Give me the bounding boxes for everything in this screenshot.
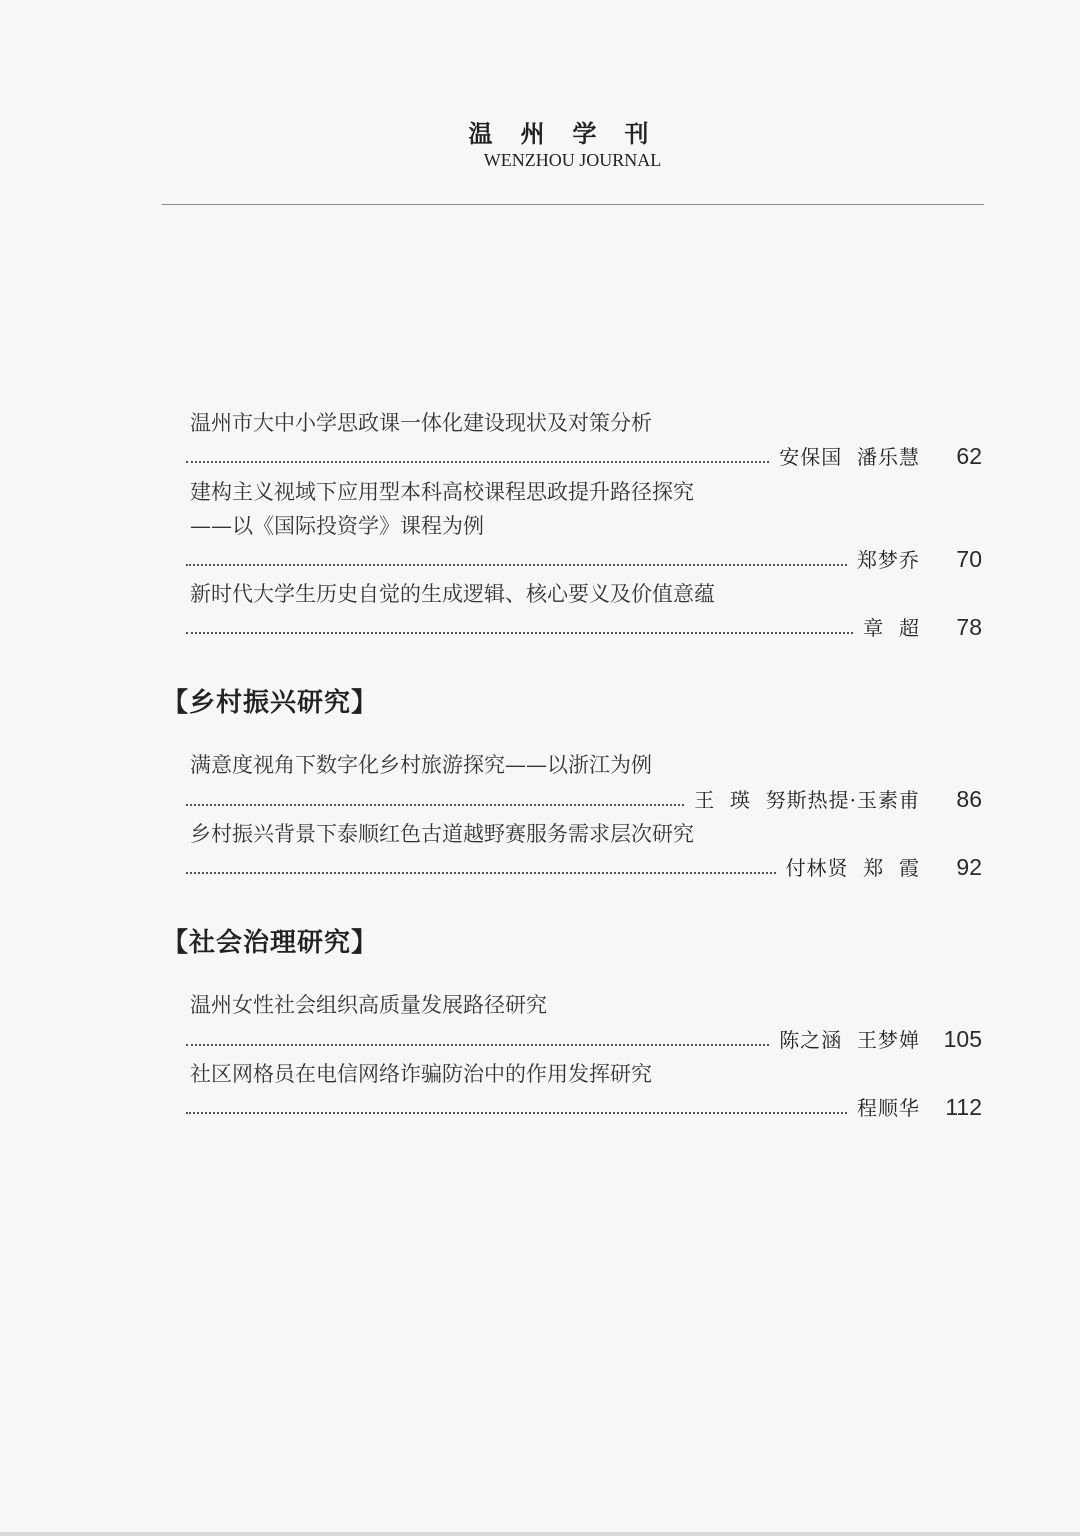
toc-entry-leader xyxy=(186,440,982,470)
toc-entry-title[interactable]: 建构主义视域下应用型本科高校课程思政提升路径探究 xyxy=(190,480,694,504)
toc-entry-authors: 章 超 xyxy=(863,616,920,640)
toc-entry-leader xyxy=(186,611,982,641)
toc-entry-leader xyxy=(186,1023,982,1053)
toc-entry-page[interactable]: 70 xyxy=(956,546,982,572)
dot-leader xyxy=(186,632,853,634)
dot-leader xyxy=(186,564,847,566)
toc-entry-leader xyxy=(186,783,982,813)
section-heading-rural-revitalization: 【乡村振兴研究】 xyxy=(162,688,379,718)
toc-entry-authors: 郑梦乔 xyxy=(857,548,920,572)
section-heading-social-governance: 【社会治理研究】 xyxy=(162,928,379,958)
toc-entry-page[interactable]: 112 xyxy=(945,1094,982,1120)
toc-entry-title[interactable]: 乡村振兴背景下泰顺红色古道越野赛服务需求层次研究 xyxy=(190,822,694,846)
dot-leader xyxy=(186,1044,769,1046)
toc-entry-page[interactable]: 78 xyxy=(956,614,982,640)
toc-entry-authors: 付林贤 郑 霞 xyxy=(785,856,920,880)
toc-entry-page[interactable]: 86 xyxy=(956,786,982,812)
dot-leader xyxy=(186,1112,847,1114)
page-bottom-edge xyxy=(0,1532,1080,1536)
toc-entry-page[interactable]: 62 xyxy=(956,443,982,469)
dot-leader xyxy=(186,872,776,874)
toc-entry-title[interactable]: 社区网格员在电信网络诈骗防治中的作用发挥研究 xyxy=(190,1062,652,1086)
toc-entry-authors: 安保国 潘乐慧 xyxy=(779,445,920,469)
toc-entry-authors: 陈之涵 王梦婵 xyxy=(779,1028,920,1052)
header-divider xyxy=(162,204,984,205)
toc-entry-title[interactable]: 温州女性社会组织高质量发展路径研究 xyxy=(190,993,547,1017)
toc-entry-page[interactable]: 105 xyxy=(943,1026,982,1052)
dot-leader xyxy=(186,461,769,463)
journal-title-english: WENZHOU JOURNAL xyxy=(483,150,662,170)
toc-entry-leader xyxy=(186,543,982,573)
toc-entry-title[interactable]: 新时代大学生历史自觉的生成逻辑、核心要义及价值意蕴 xyxy=(190,582,715,606)
toc-entry-title[interactable]: 温州市大中小学思政课一体化建设现状及对策分析 xyxy=(190,411,652,435)
toc-entry-subtitle[interactable]: ——以《国际投资学》课程为例 xyxy=(190,514,484,538)
toc-entry-page[interactable]: 92 xyxy=(956,854,982,880)
dot-leader xyxy=(186,804,684,806)
toc-entry-leader xyxy=(186,1091,982,1121)
toc-entry-title[interactable]: 满意度视角下数字化乡村旅游探究——以浙江为例 xyxy=(190,753,652,777)
toc-entry-authors: 王 瑛 努斯热提·玉素甫 xyxy=(694,788,920,812)
toc-entry-leader xyxy=(186,851,982,881)
toc-entry-authors: 程顺华 xyxy=(857,1096,920,1120)
journal-title: 温州学刊 xyxy=(468,119,677,148)
